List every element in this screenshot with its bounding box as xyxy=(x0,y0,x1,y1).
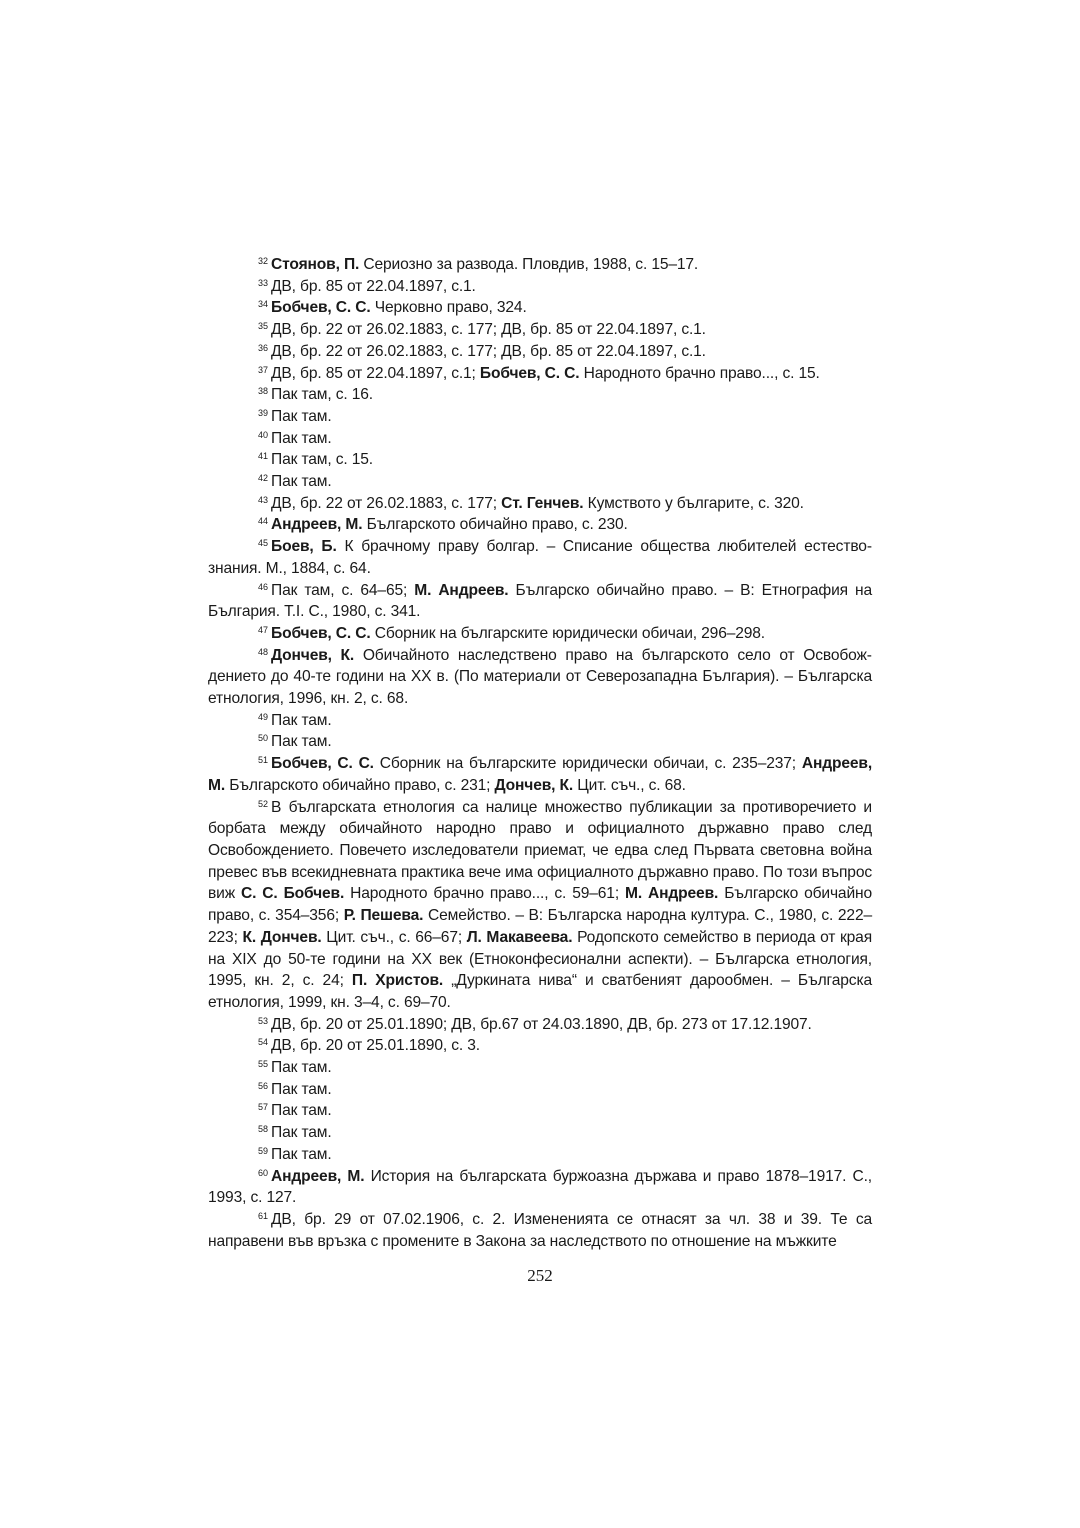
footnote-author: Бобчев, С. С. xyxy=(271,624,371,642)
footnote-56 xyxy=(208,1079,872,1101)
footnote-author: Дончев, К. xyxy=(271,646,355,664)
footnote-text: Сериозно за развода. Пловдив, 1988, с. 15–17. xyxy=(359,256,699,273)
footnote-text: ДВ, бр. 20 от 25.01.1890; ДВ, бр.67 от 24.03.1890, ДВ, бр. 273 от 17.12.1907. xyxy=(271,1015,812,1033)
footnote-author: Бобчев, С. С. xyxy=(479,364,580,382)
footnote-text: Родопското семейство в периода от края на ХІХ до 50-те години на ХХ век (Етноконфесионални аспекти). – Българска етнология, 1995, кн. 2, с. 24; xyxy=(208,928,873,990)
footnote-text: Българското обичайно право, с. 231; xyxy=(225,776,495,794)
footnote-author: Бобчев, С. С. xyxy=(271,755,374,773)
footnote-number: 59 xyxy=(258,1145,269,1156)
footnote-author: П. Христов. xyxy=(351,972,444,990)
footnote-number: 36 xyxy=(258,342,269,353)
footnote-author: Бобчев, С. С. xyxy=(271,299,371,317)
footnote-text: Пак там. xyxy=(271,473,332,491)
footnote-43 xyxy=(208,493,872,515)
footnote-48 xyxy=(208,645,872,710)
footnote-number: 33 xyxy=(258,277,269,288)
footnote-number: 35 xyxy=(258,321,269,332)
footnote-number: 44 xyxy=(258,516,269,527)
footnote-46 xyxy=(208,580,872,623)
footnote-text: ДВ, бр. 22 от 26.02.1883, с. 177; ДВ, бр. 85 от 22.04.1897, с.1. xyxy=(271,321,706,339)
footnote-number: 39 xyxy=(258,407,269,418)
footnote-32 xyxy=(208,254,872,276)
footnote-number: 61 xyxy=(258,1210,269,1221)
footnote-text: Българското обичайно право, с. 230. xyxy=(362,516,628,534)
footnote-text: Сборник на българските юридически обичаи, с. 235–237; xyxy=(373,755,802,773)
footnote-text: Сборник на българските юридически обичаи, 296–298. xyxy=(370,624,765,642)
footnote-number: 32 xyxy=(258,256,269,266)
footnote-text: Пак там. xyxy=(271,711,332,729)
footnote-author: С. С. Бобчев. xyxy=(240,885,345,903)
footnote-number: 47 xyxy=(258,624,269,635)
page-number: 252 xyxy=(527,1266,553,1285)
footnote-45 xyxy=(208,536,872,579)
footnote-text: Пак там. xyxy=(271,733,332,751)
footnote-text: История на българската буржоазна държава и право 1878–1917. С., 1993, с. 127. xyxy=(208,1167,872,1207)
footnote-author: Дончев, К. xyxy=(494,776,574,794)
footnote-number: 55 xyxy=(258,1059,269,1070)
footnote-59 xyxy=(208,1144,872,1166)
footnote-number: 46 xyxy=(258,581,269,592)
footnote-number: 38 xyxy=(258,386,269,397)
footnote-text: Пак там. xyxy=(271,1124,332,1142)
footnote-51 xyxy=(208,753,872,796)
footnote-number: 60 xyxy=(258,1167,269,1178)
footnote-50 xyxy=(208,731,872,753)
footnote-44 xyxy=(208,514,872,536)
footnotes-list xyxy=(208,254,872,1252)
footnote-text: Пак там. xyxy=(271,407,332,425)
footnote-author: Р. Пешева. xyxy=(343,907,424,925)
footnote-40 xyxy=(208,428,872,450)
footnote-text: Цит. съч., с. 66–67; xyxy=(321,928,467,946)
footnote-text: Семейство. – В: Българска народна култура. С., 1980, с. 222–223; xyxy=(208,907,872,946)
footnote-33 xyxy=(208,276,872,298)
footnote-text: Черковно право, 324. xyxy=(370,299,527,317)
footnote-text: ДВ, бр. 20 от 25.01.1890, с. 3. xyxy=(271,1037,480,1055)
footnote-text: ДВ, бр. 29 от 07.02.1906, с. 2. Измененията се отнасят за чл. 38 и 39. Те са направени във връзка с промените в Закона за наследството по отношение на мъжките xyxy=(208,1210,872,1250)
footnote-41 xyxy=(208,449,872,471)
footnote-text: Народното брачно право..., с. 59–61; xyxy=(344,885,626,903)
footnote-author: М. Андреев. xyxy=(625,885,719,903)
footnote-text: Пак там, с. 15. xyxy=(271,451,373,469)
footnote-49 xyxy=(208,710,872,732)
footnote-author: К. Дончев. xyxy=(242,928,322,946)
footnote-39 xyxy=(208,406,872,428)
footnote-author: Андреев, М. xyxy=(271,1167,365,1185)
footnote-text: Пак там. xyxy=(271,1102,332,1120)
footnote-text: Пак там. xyxy=(271,429,332,447)
footnote-text: Цит. съч., с. 68. xyxy=(573,776,686,794)
footnote-38 xyxy=(208,384,872,406)
footnote-54 xyxy=(208,1035,872,1057)
footnote-text: Пак там, с. 64–65; xyxy=(271,581,415,599)
footnote-text: ДВ, бр. 22 от 26.02.1883, с. 177; xyxy=(271,494,502,512)
footnote-text: ДВ, бр. 85 от 22.04.1897, с.1. xyxy=(271,277,476,295)
footnote-number: 41 xyxy=(258,451,269,462)
footnote-author: Андреев, М. xyxy=(271,516,363,534)
footnote-author: Андреев, М. xyxy=(208,755,872,794)
footnote-text: Българско обичайно право, с. 354–356; xyxy=(208,885,872,925)
footnote-author: Л. Макавеева. xyxy=(466,928,573,946)
footnote-number: 57 xyxy=(258,1102,269,1113)
footnote-text: ДВ, бр. 22 от 26.02.1883, с. 177; ДВ, бр. 85 от 22.04.1897, с.1. xyxy=(271,342,706,360)
footnote-number: 48 xyxy=(258,646,269,657)
footnote-number: 51 xyxy=(258,755,269,766)
footnote-number: 34 xyxy=(258,299,269,310)
footnote-author: Стоянов, П. xyxy=(271,256,360,273)
footnote-58 xyxy=(208,1122,872,1144)
footnote-42 xyxy=(208,471,872,493)
footnote-text: Българско обичайно право. – В: Етнография на България. Т.І. С., 1980, с. 341. xyxy=(208,581,873,621)
footnote-35 xyxy=(208,319,872,341)
footnote-text: Народното брачно право..., с. 15. xyxy=(579,364,820,382)
footnote-52 xyxy=(208,797,872,1014)
footnote-author: М. Андреев. xyxy=(414,581,509,599)
footnote-55 xyxy=(208,1057,872,1079)
footnote-number: 50 xyxy=(258,733,269,744)
footnote-text: Пак там, с. 16. xyxy=(271,386,373,404)
footnote-text: „Дуркината нива“ и сватбеният дарообмен. – Българска етнология, 1999, кн. 3–4, с. 69–70. xyxy=(208,972,872,1011)
footnote-text: Кумството у българите, с. 320. xyxy=(583,494,804,512)
footnote-number: 52 xyxy=(258,798,269,809)
footnote-number: 56 xyxy=(258,1080,269,1091)
footnote-number: 54 xyxy=(258,1037,269,1048)
footnote-text: Пак там. xyxy=(271,1080,332,1098)
footnote-text: ДВ, бр. 85 от 22.04.1897, с.1; xyxy=(271,364,480,382)
footnote-number: 42 xyxy=(258,473,269,484)
footnote-37 xyxy=(208,363,872,385)
footnote-author: Ст. Генчев. xyxy=(501,494,584,512)
footnote-number: 58 xyxy=(258,1124,269,1135)
footnote-47 xyxy=(208,623,872,645)
footnote-60 xyxy=(208,1166,872,1209)
footnote-text: Пак там. xyxy=(271,1059,332,1077)
footnote-57 xyxy=(208,1100,872,1122)
footnote-36 xyxy=(208,341,872,363)
footnote-text: Обичайното наследствено право на българското село от Освобождението до 40-те години на ХХ в. (По материали от Северозападна България). – Българска етнология, 1996, кн. 2, с. 68. xyxy=(208,646,872,708)
footnote-number: 43 xyxy=(258,494,269,505)
footnote-53 xyxy=(208,1014,872,1036)
footnote-number: 40 xyxy=(258,429,269,440)
footnote-number: 53 xyxy=(258,1015,269,1026)
footnote-number: 45 xyxy=(258,538,269,549)
footnote-number: 37 xyxy=(258,364,269,375)
footnote-number: 49 xyxy=(258,711,269,722)
footnote-34 xyxy=(208,297,872,319)
footnote-61 xyxy=(208,1209,872,1252)
footnote-author: Боев, Б. xyxy=(271,538,337,556)
footnote-text: Пак там. xyxy=(271,1145,332,1163)
footnote-text: К брачному праву болгар. – Списание общества любителей естествознания. М., 1884, с. 64. xyxy=(208,538,873,577)
footnote-text: В българската етнология са налице множество публикации за противоречието и борбата между обичайното народно право и официалното държавно право след Освобождението. Повечето изследователи приемат, че едва след Първата световна война превес във всекидневната практика вече има официалното държавно право. По този въпрос виж xyxy=(208,798,872,903)
